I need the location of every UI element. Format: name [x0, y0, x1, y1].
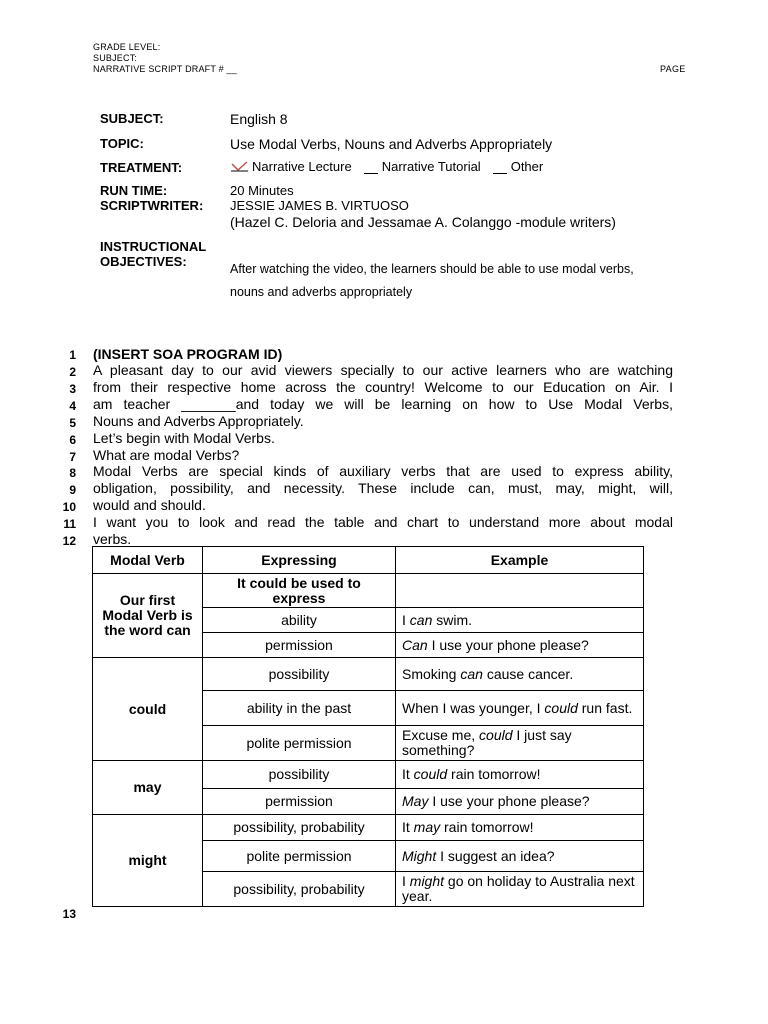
modal-might-label: might	[93, 815, 203, 907]
treatment-other: Other	[510, 159, 544, 174]
table-row	[93, 574, 644, 608]
topic-label: TOPIC:	[100, 136, 144, 151]
script-line: I want you to look and read the table and chart to understand more about modal	[93, 514, 673, 530]
page-label: PAGE	[660, 64, 686, 74]
scriptwriter-value: JESSIE JAMES B. VIRTUOSO	[230, 198, 409, 213]
header-example: Example	[396, 547, 644, 574]
line-number: 12	[62, 534, 76, 548]
runtime-value: 20 Minutes	[230, 183, 294, 198]
treatment-blank-1	[364, 161, 378, 174]
line-number: 6	[69, 433, 76, 447]
line-number: 9	[69, 483, 76, 497]
script-line: What are modal Verbs?	[93, 447, 240, 463]
example-cell	[396, 574, 644, 608]
script-line: A pleasant day to our avid viewers specially to our active learners who are watching	[93, 362, 673, 378]
subject-label: SUBJECT:	[100, 111, 164, 126]
program-id-note: (INSERT SOA PROGRAM ID)	[93, 346, 283, 362]
expressing-cell: possibility	[203, 761, 396, 789]
scriptwriter-label: SCRIPTWRITER:	[100, 198, 204, 213]
table-header-row	[93, 547, 644, 574]
draft-label: NARRATIVE SCRIPT DRAFT # __	[93, 64, 237, 74]
header-expressing: Expressing	[203, 547, 396, 574]
script-line: would and should.	[93, 497, 206, 513]
treatment-narrative-tutorial: Narrative Tutorial	[381, 159, 481, 174]
example-cell: Excuse me, could I just say something?	[396, 726, 644, 761]
example-cell: May I use your phone please?	[396, 789, 644, 815]
line-number: 1	[69, 348, 76, 362]
header-modal-verb: Modal Verb	[93, 547, 203, 574]
module-writers: (Hazel C. Deloria and Jessamae A. Colanggo -module writers)	[230, 214, 616, 230]
script-line: obligation, possibility, and necessity. These include can, must, may, might, will,	[93, 480, 673, 496]
line-number: 11	[63, 517, 76, 531]
subject-header-label: SUBJECT:	[93, 53, 138, 63]
modal-could-label: could	[93, 658, 203, 761]
script-line: Nouns and Adverbs Appropriately.	[93, 413, 304, 429]
line-number: 13	[62, 907, 76, 921]
expressing-cell: ability in the past	[203, 691, 396, 726]
example-cell: I can swim.	[396, 608, 644, 633]
table-row	[93, 761, 644, 789]
check-mark-icon	[230, 161, 248, 173]
objectives-label-1: INSTRUCTIONAL	[100, 239, 207, 254]
subject-value: English 8	[230, 111, 288, 127]
expressing-cell: possibility, probability	[203, 815, 396, 841]
expressing-cell: permission	[203, 789, 396, 815]
grade-level-label: GRADE LEVEL:	[93, 42, 161, 52]
expressing-cell: It could be used to express	[203, 574, 396, 608]
script-line: Let’s begin with Modal Verbs.	[93, 430, 275, 446]
expressing-cell: permission	[203, 633, 396, 658]
topic-value: Use Modal Verbs, Nouns and Adverbs Appropriately	[230, 136, 553, 152]
example-cell: When I was younger, I could run fast.	[396, 691, 644, 726]
treatment-label: TREATMENT:	[100, 160, 183, 175]
example-cell: Smoking can cause cancer.	[396, 658, 644, 691]
objectives-label-2: OBJECTIVES:	[100, 254, 187, 269]
example-cell: I might go on holiday to Australia next year.	[396, 872, 644, 907]
example-cell: Might I suggest an idea?	[396, 841, 644, 872]
example-cell: It could rain tomorrow!	[396, 761, 644, 789]
example-cell: It may rain tomorrow!	[396, 815, 644, 841]
line-number: 8	[69, 466, 76, 480]
script-line: from their respective home across the country! Welcome to our Education on Air. I	[93, 379, 673, 395]
expressing-cell: possibility, probability	[203, 872, 396, 907]
expressing-cell: possibility	[203, 658, 396, 691]
line-number: 4	[69, 399, 76, 413]
example-cell: Can I use your phone please?	[396, 633, 644, 658]
script-line: am teacher _______and today we will be learning on how to Use Modal Verbs,	[93, 396, 673, 412]
expressing-cell: polite permission	[203, 841, 396, 872]
treatment-narrative-lecture: Narrative Lecture	[252, 159, 352, 174]
expressing-cell: polite permission	[203, 726, 396, 761]
script-line: Modal Verbs are special kinds of auxiliary verbs that are used to express ability,	[93, 463, 673, 479]
treatment-blank-2	[493, 161, 507, 174]
table-row	[93, 658, 644, 691]
line-number: 2	[69, 365, 76, 379]
line-number: 5	[69, 416, 76, 430]
modal-may-label: may	[93, 761, 203, 815]
line-number: 7	[69, 450, 76, 464]
treatment-options	[230, 159, 543, 175]
runtime-label: RUN TIME:	[100, 183, 168, 198]
modal-verb-table	[92, 546, 644, 907]
table-row	[93, 815, 644, 841]
line-number: 10	[62, 500, 76, 514]
line-number: 3	[69, 382, 76, 396]
modal-can-label: Our first Modal Verb is the word can	[93, 574, 203, 658]
document-header	[93, 42, 237, 75]
objectives-value: After watching the video, the learners should be able to use modal verbs, nouns and adverbs appropriately	[230, 262, 634, 299]
script-line: verbs.	[93, 531, 132, 547]
expressing-cell: ability	[203, 608, 396, 633]
